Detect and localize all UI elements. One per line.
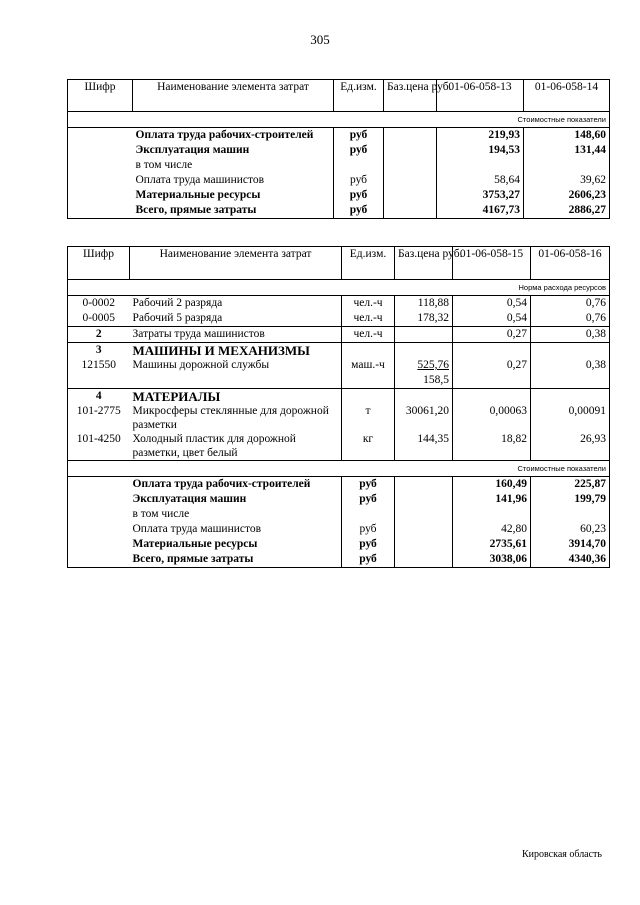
section-title: МАТЕРИАЛЫ (130, 389, 342, 405)
price-cell (395, 522, 453, 537)
resource-unit: кг (342, 432, 395, 461)
cost-unit: руб (334, 203, 384, 219)
resource-code: 2 (68, 327, 130, 343)
price-cell (384, 158, 437, 173)
cost-value-1: 141,96 (453, 492, 531, 507)
resource-row (68, 404, 610, 432)
price-cell (384, 173, 437, 188)
header-price: Баз.цена руб. (384, 80, 437, 112)
price-cell (395, 552, 453, 568)
resource-unit: чел.-ч (342, 311, 395, 327)
unit-cell (342, 389, 395, 405)
page-number: 305 (310, 32, 330, 47)
cost-value-1: 219,93 (437, 128, 524, 144)
cost-value-1: 3038,06 (453, 552, 531, 568)
resource-value-2: 0,76 (531, 296, 610, 312)
resource-name: Рабочий 5 разряда (130, 311, 342, 327)
cost-value-2: 148,60 (524, 128, 610, 144)
cost-unit (342, 507, 395, 522)
cost-value-2 (531, 507, 610, 522)
resource-value-2: 0,38 (531, 327, 610, 343)
cost-value-2: 2606,23 (524, 188, 610, 203)
cost-unit: руб (334, 128, 384, 144)
resource-unit: чел.-ч (342, 296, 395, 312)
code-cell (68, 522, 130, 537)
resource-price: 30061,20 (395, 404, 453, 432)
cost-row (68, 188, 610, 203)
code-cell (68, 477, 130, 493)
cost-value-1: 42,80 (453, 522, 531, 537)
cost-row (68, 173, 610, 188)
price-cell (384, 188, 437, 203)
cost-unit: руб (334, 173, 384, 188)
resource-value-1: 0,27 (453, 327, 531, 343)
cost-value-2: 4340,36 (531, 552, 610, 568)
cost-unit: руб (334, 188, 384, 203)
cost-value-2: 60,23 (531, 522, 610, 537)
resource-value-2: 0,38 (531, 358, 610, 389)
resource-price: 118,88 (395, 296, 453, 312)
cost-unit: руб (342, 477, 395, 493)
cost-value-2 (524, 158, 610, 173)
resource-value-1: 0,54 (453, 296, 531, 312)
resource-row (68, 358, 610, 389)
subheader-norm: Норма расхода ресурсов (453, 280, 610, 296)
resource-price-main: 525,76 (417, 359, 449, 371)
resource-value-2: 26,93 (531, 432, 610, 461)
unit-cell (342, 343, 395, 359)
price-cell (395, 507, 453, 522)
resource-code: 0-0002 (68, 296, 130, 312)
cost-name: Эксплуатация машин (130, 492, 342, 507)
resource-name: Затраты труда машинистов (130, 327, 342, 343)
header-col1: 01-06-058-13 (437, 80, 524, 112)
code-cell (68, 158, 133, 173)
cost-value-1: 160,49 (453, 477, 531, 493)
header-unit: Ед.изм. (334, 80, 384, 112)
code-cell (68, 492, 130, 507)
cost-name: Оплата труда рабочих-строителей (133, 128, 334, 144)
cost-row (68, 492, 610, 507)
cost-unit: руб (342, 492, 395, 507)
resource-value-1: 0,54 (453, 311, 531, 327)
cost-name: Оплата труда машинистов (130, 522, 342, 537)
table-header-row (68, 80, 610, 112)
code-cell (68, 552, 130, 568)
cost-value-2: 131,44 (524, 143, 610, 158)
cost-name: Материальные ресурсы (130, 537, 342, 552)
value-cell (453, 389, 531, 405)
resource-price (395, 358, 453, 389)
cost-row (68, 203, 610, 219)
cost-value-1: 194,53 (437, 143, 524, 158)
cost-value-1 (437, 158, 524, 173)
subheader-cost: Стоимостные показатели (453, 461, 610, 477)
cost-unit: руб (342, 537, 395, 552)
price-cell (395, 537, 453, 552)
value-cell (531, 389, 610, 405)
cost-unit: руб (342, 522, 395, 537)
cost-name: Всего, прямые затраты (130, 552, 342, 568)
cost-row (68, 128, 610, 144)
price-cell (395, 492, 453, 507)
cost-unit (334, 158, 384, 173)
resource-name: Микросферы стеклянные для дорожной разметки (130, 404, 342, 432)
cost-value-2: 225,87 (531, 477, 610, 493)
cost-value-1: 58,64 (437, 173, 524, 188)
resource-value-2: 0,76 (531, 311, 610, 327)
cost-unit: руб (342, 552, 395, 568)
resource-unit: маш.-ч (342, 358, 395, 389)
resource-unit: т (342, 404, 395, 432)
resource-price-secondary: 158,5 (423, 374, 449, 386)
code-cell (68, 203, 133, 219)
resource-code: 4 (68, 389, 130, 405)
resource-table-2 (67, 246, 610, 568)
subheader-cost: Стоимостные показатели (437, 112, 610, 128)
cost-name: в том числе (133, 158, 334, 173)
cost-name: Оплата труда рабочих-строителей (130, 477, 342, 493)
value-cell (531, 343, 610, 359)
resource-code: 101-4250 (68, 432, 130, 461)
price-cell (384, 143, 437, 158)
cost-row (68, 552, 610, 568)
header-name: Наименование элемента затрат (133, 80, 334, 112)
code-cell (68, 173, 133, 188)
resource-value-1: 0,00063 (453, 404, 531, 432)
cost-row (68, 158, 610, 173)
price-cell (395, 343, 453, 359)
cost-name: Всего, прямые затраты (133, 203, 334, 219)
resource-row (68, 343, 610, 359)
cost-value-2: 39,62 (524, 173, 610, 188)
header-unit: Ед.изм. (342, 247, 395, 280)
cost-name: Материальные ресурсы (133, 188, 334, 203)
cost-value-1: 2735,61 (453, 537, 531, 552)
price-cell (395, 477, 453, 493)
code-cell (68, 507, 130, 522)
cost-row (68, 143, 610, 158)
resource-row (68, 311, 610, 327)
cost-value-1 (453, 507, 531, 522)
cost-unit: руб (334, 143, 384, 158)
cost-name: Оплата труда машинистов (133, 173, 334, 188)
cost-value-1: 3753,27 (437, 188, 524, 203)
resource-row (68, 327, 610, 343)
resource-value-1: 0,27 (453, 358, 531, 389)
resource-code: 101-2775 (68, 404, 130, 432)
header-col1: 01-06-058-15 (453, 247, 531, 280)
price-cell (395, 389, 453, 405)
header-name: Наименование элемента затрат (130, 247, 342, 280)
footer-region: Кировская область (521, 849, 602, 860)
resource-row (68, 389, 610, 405)
cost-table-1 (67, 79, 610, 219)
header-code: Шифр (68, 80, 133, 112)
subheader-row (68, 280, 610, 296)
resource-code: 121550 (68, 358, 130, 389)
resource-row (68, 432, 610, 461)
cost-row (68, 477, 610, 493)
resource-code: 3 (68, 343, 130, 359)
table-header-row (68, 247, 610, 280)
cost-value-2: 3914,70 (531, 537, 610, 552)
resource-unit: чел.-ч (342, 327, 395, 343)
cost-value-2: 2886,27 (524, 203, 610, 219)
resource-code: 0-0005 (68, 311, 130, 327)
header-price: Баз.цена руб. (395, 247, 453, 280)
cost-row (68, 522, 610, 537)
section-title: МАШИНЫ И МЕХАНИЗМЫ (130, 343, 342, 359)
header-col2: 01-06-058-16 (531, 247, 610, 280)
cost-row (68, 537, 610, 552)
resource-value-1: 18,82 (453, 432, 531, 461)
cost-row (68, 507, 610, 522)
resource-name: Рабочий 2 разряда (130, 296, 342, 312)
resource-row (68, 296, 610, 312)
resource-name: Холодный пластик для дорожной разметки, цвет белый (130, 432, 342, 461)
price-cell (384, 128, 437, 144)
subheader-row (68, 112, 610, 128)
resource-price: 178,32 (395, 311, 453, 327)
header-code: Шифр (68, 247, 130, 280)
code-cell (68, 128, 133, 144)
header-col2: 01-06-058-14 (524, 80, 610, 112)
resource-name: Машины дорожной службы (130, 358, 342, 389)
value-cell (453, 343, 531, 359)
cost-name: в том числе (130, 507, 342, 522)
cost-value-2: 199,79 (531, 492, 610, 507)
cost-name: Эксплуатация машин (133, 143, 334, 158)
resource-price: 144,35 (395, 432, 453, 461)
code-cell (68, 188, 133, 203)
resource-price (395, 327, 453, 343)
code-cell (68, 143, 133, 158)
cost-value-1: 4167,73 (437, 203, 524, 219)
resource-value-2: 0,00091 (531, 404, 610, 432)
price-cell (384, 203, 437, 219)
code-cell (68, 537, 130, 552)
subheader-row (68, 461, 610, 477)
